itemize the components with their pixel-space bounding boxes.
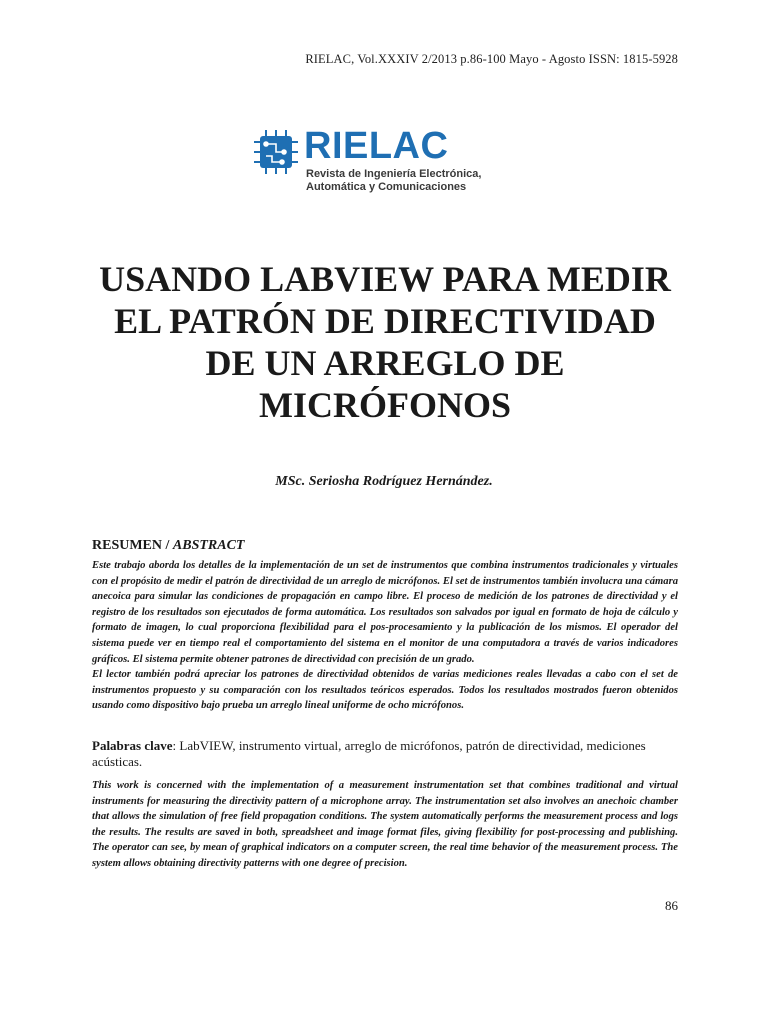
abstract-heading bbox=[92, 538, 245, 554]
abstract-es-paragraph-2: El lector también podrá apreciar los patrones de directividad obtenidos de varias mediciones reales llevadas a cabo con el set de instrumentos propuesto y su comparación con los resultados teóricos esperados. Todos los resultados mostrados fueron obtenidos usando como dispositivo bajo prueba un arreglo lineal uniforme de ocho micrófonos. bbox=[92, 669, 678, 712]
abstract-label: ABSTRACT bbox=[172, 538, 245, 553]
abstract-es-paragraph-1: Este trabajo aborda los detalles de la implementación de un set de instrumentos que combina instrumentos tradicionales y virtuales con el propósito de medir el patrón de directividad de un arreglo de micrófonos. El set de instrumentos también involucra una cámara anecoica para simular las condiciones de propagación en campo libre. El proceso de medición de los patrones de directividad y el registro de los resultados son ejecutados de forma automática. Los resultados son salvados por igual en formato de hoja de cálculo y formato de imagen, lo cual proporciona flexibilidad para el pos-procesamiento y la publicación de los mismos. El operador del sistema puede ver en tiempo real el comportamiento del sistema en el monitor de una computadora a través de varios indicadores gráficos. El sistema permite obtener patrones de directividad con precisión de un grado. bbox=[92, 560, 678, 665]
keywords-text: : LabVIEW, instrumento virtual, arreglo de micrófonos, patrón de directividad, mediciones acústicas. bbox=[92, 738, 646, 769]
logo-subtitle-line2: Automática y Comunicaciones bbox=[306, 181, 467, 193]
circuit-chip-icon bbox=[254, 130, 298, 174]
author: MSc. Seriosha Rodríguez Hernández. bbox=[275, 474, 493, 489]
keywords-label: Palabras clave bbox=[92, 738, 173, 753]
title-line-2: EL PATRÓN DE DIRECTIVIDAD bbox=[114, 301, 656, 341]
logo-wordmark: RIELAC bbox=[304, 125, 449, 167]
title-line-1: USANDO LABVIEW PARA MEDIR bbox=[99, 259, 671, 299]
title-line-4: MICRÓFONOS bbox=[259, 385, 511, 425]
journal-reference: RIELAC, Vol.XXXIV 2/2013 p.86-100 Mayo - Agosto ISSN: 1815-5928 bbox=[305, 52, 678, 66]
page-number: 86 bbox=[665, 898, 678, 913]
abstract-spanish bbox=[92, 558, 678, 714]
resumen-label: RESUMEN / bbox=[92, 538, 170, 553]
abstract-english: This work is concerned with the implementation of a measurement instrumentation set that combines traditional and virtual instruments for measuring the directivity pattern of a microphone array. The instrumentation set also involves an anechoic chamber that allows the simulation of free field propagation conditions. The system automatically performs the measurement process and logs the results. The results are saved in both, spreadsheet and image format files, giving flexibility for post-processing and publishing. The operator can see, by mean of graphical indicators on a computer screen, the real time behavior of the measurement process. The system allows obtaining directivity patterns with one degree of precision. bbox=[92, 780, 678, 869]
paper-title bbox=[60, 258, 710, 426]
title-line-3: DE UN ARREGLO DE bbox=[205, 343, 565, 383]
journal-logo bbox=[254, 124, 524, 196]
keywords bbox=[92, 738, 692, 770]
logo-subtitle bbox=[306, 168, 481, 194]
logo-subtitle-line1: Revista de Ingeniería Electrónica, bbox=[306, 168, 482, 180]
